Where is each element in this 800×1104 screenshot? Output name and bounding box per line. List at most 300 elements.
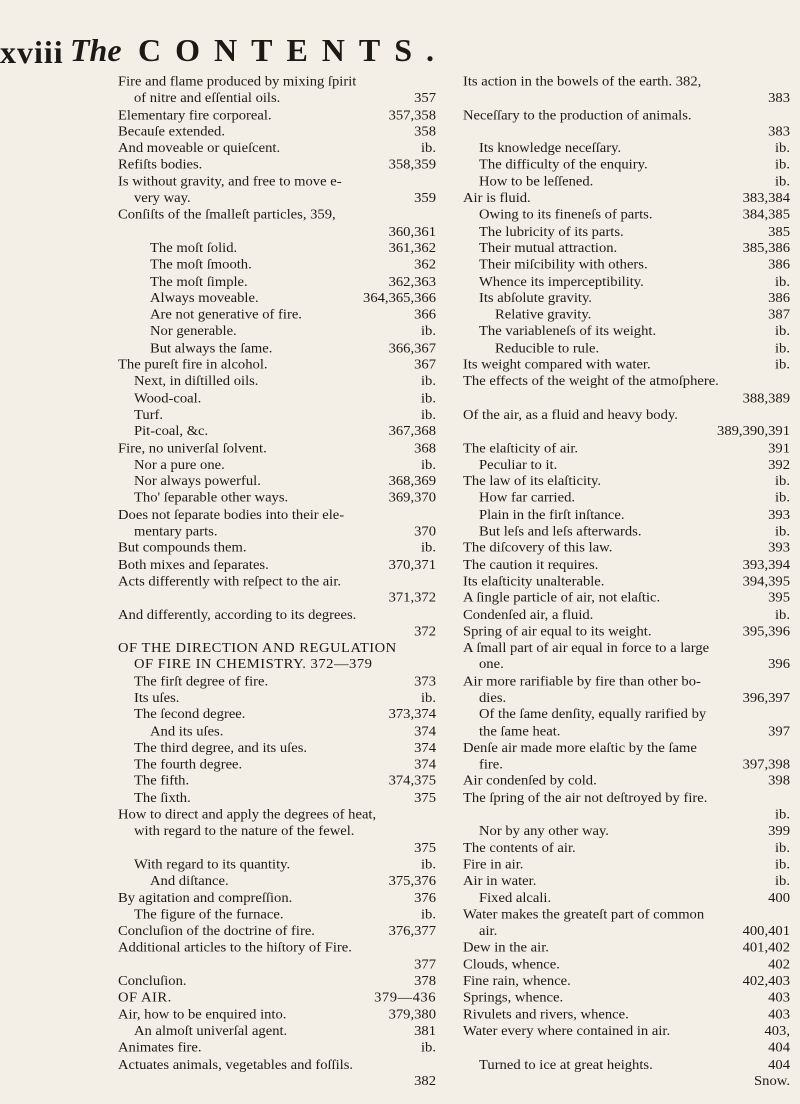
contents-entry [463, 291, 790, 308]
contents-entry [463, 940, 790, 957]
entry-page-ref: 383,384 [742, 190, 790, 207]
contents-entry [463, 174, 790, 191]
contents-entry [463, 241, 790, 258]
contents-entry [463, 674, 790, 691]
contents-entry [118, 257, 436, 274]
contents-entry [463, 990, 790, 1007]
entry-page-ref: 369,370 [388, 490, 436, 506]
entry-text: Concluſion of the doctrine of fire. [118, 923, 315, 939]
contents-entry [463, 690, 790, 707]
contents-entry [463, 407, 790, 424]
contents-entry [118, 907, 436, 924]
entry-text: The variableneſs of its weight. [479, 323, 657, 340]
contents-entry [118, 707, 436, 724]
entry-text: A ſingle particle of air, not elaſtic. [463, 590, 661, 606]
contents-entry [463, 890, 790, 907]
contents-entry [118, 607, 436, 624]
entry-page-ref: ib. [775, 873, 790, 889]
contents-entry [463, 1073, 790, 1090]
entry-page-ref: 366,367 [388, 340, 436, 356]
entry-page-ref: ib. [775, 323, 790, 340]
entry-text: Springs, whence. [463, 990, 564, 1006]
contents-entry [463, 657, 790, 674]
contents-entry [118, 857, 436, 874]
contents-entry [463, 624, 790, 641]
entry-text: Fine rain, whence. [463, 973, 571, 989]
contents-entry [118, 74, 436, 91]
entry-text: with regard to the nature of the fewel. [134, 823, 355, 839]
entry-text: air. [479, 923, 498, 939]
entry-text: The moſt ſolid. [150, 240, 238, 256]
entry-text: Its abſolute gravity. [479, 290, 592, 306]
contents-entry [118, 91, 436, 108]
contents-entry [463, 141, 790, 158]
entry-text: Whence its imperceptibility. [479, 273, 644, 290]
entry-page-ref: 395,396 [742, 623, 790, 640]
contents-entry [463, 1040, 790, 1057]
entry-text: very way. [134, 190, 191, 207]
entry-text: Fire, no univerſal ſolvent. [118, 440, 267, 456]
contents-entry [118, 807, 436, 824]
entry-text: Next, in diſtilled oils. [134, 373, 259, 390]
entry-text: Becauſe extended. [118, 123, 225, 140]
contents-entry [118, 390, 436, 407]
contents-entry [463, 191, 790, 208]
entry-text: Plain in the firſt inſtance. [479, 507, 625, 523]
contents-entry [118, 241, 436, 258]
entry-page-ref: 396 [768, 656, 790, 673]
entry-text: Of the ſame denſity, equally rarified by [479, 706, 707, 723]
contents-entry [118, 1023, 436, 1040]
entry-text: OF THE DIRECTION AND REGULATION [118, 640, 397, 656]
entry-text: Water every where contained in air. [463, 1023, 671, 1039]
contents-entry [118, 1040, 436, 1057]
entry-text: And diſtance. [150, 873, 229, 889]
entry-text: Spring of air equal to its weight. [463, 623, 652, 640]
entry-text: The figure of the furnace. [134, 906, 284, 923]
entry-page-ref: 381 [414, 1023, 436, 1039]
entry-text: How to be leſſened. [479, 173, 594, 190]
contents-entry [118, 824, 436, 841]
entry-page-ref: 367,368 [388, 423, 436, 440]
entry-text: The diſcovery of this law. [463, 540, 613, 556]
running-title-contents: CONTENTS. [138, 32, 449, 68]
entry-text: Nor always powerful. [134, 473, 261, 490]
entry-page-ref: 396,397 [742, 690, 790, 706]
entry-text: Conſiſts of the ſmalleſt particles, 359, [118, 207, 336, 223]
entry-page-ref: 388,389 [742, 390, 790, 406]
contents-entry [118, 141, 436, 158]
entry-text: Its elaſticity unalterable. [463, 573, 605, 590]
contents-entry [463, 590, 790, 607]
contents-entry [118, 324, 436, 341]
entry-page-ref: ib. [775, 490, 790, 506]
entry-text: Their miſcibility with others. [479, 257, 648, 273]
contents-entry [118, 374, 436, 391]
entry-text: Nor a pure one. [134, 457, 225, 473]
entry-text: Pit-coal, &c. [134, 423, 209, 440]
contents-entry [118, 874, 436, 891]
entry-page-ref: ib. [775, 523, 790, 540]
entry-page-ref: 376 [414, 890, 436, 906]
contents-entry [118, 524, 436, 541]
entry-text: The ſecond degree. [134, 706, 246, 723]
entry-text: Turned to ice at great heights. [479, 1056, 653, 1073]
contents-entry [118, 657, 436, 674]
entry-text: Nor by any other way. [479, 823, 609, 839]
contents-entry [118, 640, 436, 657]
contents-entry [463, 907, 790, 924]
entry-text: The contents of air. [463, 840, 576, 856]
entry-page-ref: 389,390,391 [717, 423, 790, 440]
contents-entry [463, 474, 790, 491]
contents-entry [463, 157, 790, 174]
contents-entry [118, 990, 436, 1007]
entry-text: The fifth. [134, 773, 190, 789]
entry-text: Relative gravity. [495, 307, 592, 323]
entry-page-ref: 374 [414, 756, 436, 773]
contents-entry [463, 207, 790, 224]
contents-entry [463, 91, 790, 108]
entry-page-ref: 370,371 [388, 557, 436, 573]
contents-entry [463, 390, 790, 407]
entry-page-ref: 374,375 [388, 773, 436, 789]
contents-entry [118, 224, 436, 241]
entry-page-ref: 385 [768, 223, 790, 240]
entry-text: OF AIR. [118, 990, 172, 1006]
entry-text: Turf. [134, 407, 164, 423]
entry-page-ref: 387 [768, 307, 790, 323]
contents-entry [463, 707, 790, 724]
entry-page-ref: 404 [768, 1056, 790, 1073]
contents-entry [118, 357, 436, 374]
page-header [0, 30, 800, 70]
contents-entry [463, 507, 790, 524]
entry-page-ref: 386 [768, 257, 790, 273]
entry-page-ref: 399 [768, 823, 790, 839]
contents-entry [118, 574, 436, 591]
entry-page-ref: 400 [768, 890, 790, 906]
page-number: xviii [0, 34, 64, 70]
contents-entry [463, 757, 790, 774]
contents-entry [463, 824, 790, 841]
entry-page-ref: 393 [768, 540, 790, 556]
contents-entry [118, 740, 436, 757]
entry-page-ref: 393,394 [742, 557, 790, 573]
contents-entry [463, 607, 790, 624]
entry-text: The pureſt fire in alcohol. [118, 357, 268, 373]
entry-text: Is without gravity, and free to move e- [118, 173, 342, 190]
entry-page-ref: 397,398 [742, 756, 790, 773]
contents-entry [118, 674, 436, 691]
contents-entry [463, 874, 790, 891]
entry-page-ref: 358,359 [388, 157, 436, 173]
entry-page-ref: 386 [768, 290, 790, 306]
contents-entry [463, 374, 790, 391]
contents-entry [118, 774, 436, 791]
entry-text: Air is fluid. [463, 190, 531, 207]
entry-page-ref: 403 [768, 990, 790, 1006]
contents-entry [463, 341, 790, 358]
entry-page-ref: 377 [414, 956, 436, 973]
contents-entry [463, 957, 790, 974]
entry-text: The moſt ſmooth. [150, 257, 252, 273]
contents-entry [463, 107, 790, 124]
entry-text: OF FIRE IN CHEMISTRY. 372—379 [134, 656, 373, 673]
contents-entry [118, 307, 436, 324]
entry-text: An almoſt univerſal agent. [134, 1023, 288, 1039]
entry-text: How far carried. [479, 490, 576, 506]
entry-text: Tho' ſeparable other ways. [134, 490, 289, 506]
entry-text: The firſt degree of fire. [134, 673, 269, 690]
entry-text: Air more rarifiable by fire than other bo- [463, 673, 701, 690]
entry-page-ref: 395 [768, 590, 790, 606]
contents-entry [463, 1007, 790, 1024]
entry-page-ref: 372 [414, 623, 436, 640]
entry-text: The fourth degree. [134, 756, 243, 773]
contents-entry [118, 474, 436, 491]
contents-entry [463, 540, 790, 557]
entry-text: But always the ſame. [150, 340, 273, 356]
entry-page-ref: 379—436 [374, 990, 436, 1006]
entry-page-ref: 367 [414, 357, 436, 373]
contents-entry [463, 274, 790, 291]
entry-text: Water makes the greateſt part of common [463, 906, 705, 923]
contents-entry [118, 207, 436, 224]
entry-page-ref: 371,372 [388, 590, 436, 606]
entry-text: Dew in the air. [463, 940, 549, 956]
contents-entry [118, 973, 436, 990]
entry-page-ref: 403 [768, 1006, 790, 1023]
contents-entry [118, 940, 436, 957]
entry-page-ref: 403, [764, 1023, 790, 1039]
right-column [463, 74, 790, 1090]
contents-entry [118, 590, 436, 607]
contents-entry [463, 740, 790, 757]
entry-page-ref: 394,395 [742, 573, 790, 590]
entry-page-ref: 362,363 [388, 273, 436, 290]
contents-entry [118, 624, 436, 641]
entry-text: By agitation and compreſſion. [118, 890, 293, 906]
contents-entry [463, 1023, 790, 1040]
entry-text: Air in water. [463, 873, 537, 889]
contents-entry [118, 291, 436, 308]
entry-text: Owing to its fineneſs of parts. [479, 207, 653, 223]
entry-page-ref: ib. [421, 690, 436, 706]
entry-page-ref: 370 [414, 523, 436, 540]
entry-page-ref: ib. [421, 540, 436, 556]
contents-entry [118, 424, 436, 441]
entry-page-ref: 397 [768, 723, 790, 740]
entry-text: Fire and flame produced by mixing ſpirit [118, 74, 357, 90]
entry-page-ref: ib. [421, 407, 436, 423]
entry-page-ref: ib. [775, 607, 790, 623]
contents-entry [463, 557, 790, 574]
entry-page-ref: 375 [414, 790, 436, 806]
entry-text: Reducible to rule. [495, 340, 600, 356]
entry-text: Its uſes. [134, 690, 180, 706]
entry-text: Rivulets and rivers, whence. [463, 1006, 629, 1023]
contents-entry [463, 1057, 790, 1074]
contents-entry [118, 757, 436, 774]
contents-entry [118, 341, 436, 358]
entry-text: And differently, according to its degrees. [118, 607, 357, 623]
entry-page-ref: 391 [768, 440, 790, 456]
entry-page-ref: ib. [421, 140, 436, 157]
entry-page-ref: 376,377 [388, 923, 436, 939]
entry-page-ref: ib. [421, 1040, 436, 1056]
contents-entry [463, 74, 790, 91]
entry-text: The lubricity of its parts. [479, 223, 624, 240]
contents-entry [118, 507, 436, 524]
entry-page-ref: Snow. [754, 1073, 790, 1089]
entry-page-ref: 375 [414, 840, 436, 856]
entry-text: Acts differently with reſpect to the air. [118, 573, 342, 590]
entry-page-ref: ib. [775, 340, 790, 356]
entry-page-ref: 382 [414, 1073, 436, 1089]
contents-entry [118, 840, 436, 857]
entry-page-ref: ib. [421, 373, 436, 390]
contents-entry [118, 191, 436, 208]
entry-text: Concluſion. [118, 973, 187, 989]
entry-page-ref: ib. [421, 906, 436, 923]
entry-page-ref: 359 [414, 190, 436, 207]
entry-page-ref: 379,380 [388, 1006, 436, 1023]
entry-text: The moſt ſimple. [150, 273, 248, 290]
contents-entry [118, 690, 436, 707]
entry-page-ref: 392 [768, 457, 790, 473]
entry-text: Air, how to be enquired into. [118, 1006, 287, 1023]
entry-page-ref: 366 [414, 307, 436, 323]
entry-page-ref: ib. [775, 157, 790, 173]
entry-text: Always moveable. [150, 290, 259, 306]
entry-text: Clouds, whence. [463, 956, 560, 973]
entry-text: Its weight compared with water. [463, 357, 651, 373]
running-title-the: The [70, 32, 122, 68]
entry-text: Animates fire. [118, 1040, 202, 1056]
contents-entry [463, 224, 790, 241]
entry-page-ref: 402 [768, 956, 790, 973]
entry-page-ref: ib. [775, 840, 790, 856]
entry-page-ref: ib. [775, 140, 790, 157]
entry-page-ref: 364,365,366 [363, 290, 436, 306]
entry-text: Its knowledge neceſſary. [479, 140, 622, 157]
contents-entry [463, 857, 790, 874]
entry-page-ref: 373 [414, 673, 436, 690]
contents-entry [463, 424, 790, 441]
entry-text: The ſpring of the air not deſtroyed by fire. [463, 790, 708, 806]
entry-text: Additional articles to the hiſtory of Fire. [118, 940, 352, 956]
entry-page-ref: 357,358 [388, 107, 436, 123]
entry-text: Both mixes and ſeparates. [118, 557, 269, 573]
contents-entry [463, 440, 790, 457]
contents-entry [118, 440, 436, 457]
contents-entry [118, 157, 436, 174]
entry-text: the ſame heat. [479, 723, 561, 740]
entry-page-ref: ib. [775, 806, 790, 823]
entry-page-ref: 404 [768, 1040, 790, 1056]
entry-text: Condenſed air, a fluid. [463, 607, 594, 623]
entry-page-ref: 368,369 [388, 473, 436, 490]
entry-page-ref: 384,385 [742, 207, 790, 223]
entry-page-ref: 378 [414, 973, 436, 989]
entry-text: How to direct and apply the degrees of heat, [118, 806, 377, 823]
contents-entry [463, 640, 790, 657]
contents-entry [118, 274, 436, 291]
contents-entry [463, 257, 790, 274]
contents-entry [463, 524, 790, 541]
left-column [118, 74, 436, 1090]
entry-page-ref: ib. [421, 457, 436, 473]
contents-entry [463, 973, 790, 990]
entry-page-ref: 398 [768, 773, 790, 789]
entry-text: Nor generable. [150, 323, 237, 340]
entry-text: fire. [479, 756, 503, 773]
entry-text: Air condenſed by cold. [463, 773, 597, 789]
entry-text: Its action in the bowels of the earth. 382, [463, 74, 702, 90]
contents-entry [118, 107, 436, 124]
contents-entry [118, 540, 436, 557]
entry-text: Actuates animals, vegetables and foſſils. [118, 1056, 354, 1073]
entry-text: The difficulty of the enquiry. [479, 157, 648, 173]
entry-text: Neceſſary to the production of animals. [463, 107, 692, 123]
contents-entry [463, 924, 790, 941]
contents-entry [118, 890, 436, 907]
contents-entry [118, 924, 436, 941]
entry-page-ref: 383 [768, 123, 790, 140]
contents-entry [118, 1007, 436, 1024]
entry-page-ref: 401,402 [742, 940, 790, 956]
entry-text: mentary parts. [134, 523, 218, 540]
entry-text: Fixed alcali. [479, 890, 552, 906]
contents-entry [463, 307, 790, 324]
contents-entry [118, 557, 436, 574]
contents-entry [463, 357, 790, 374]
entry-text: Refiſts bodies. [118, 157, 203, 173]
entry-page-ref: 373,374 [388, 706, 436, 723]
entry-text: of nitre and eſſential oils. [134, 90, 281, 107]
entry-text: And its uſes. [150, 723, 224, 740]
contents-entry [463, 574, 790, 591]
contents-entry [118, 957, 436, 974]
entry-text: But leſs and leſs afterwards. [479, 523, 642, 540]
contents-entry [118, 1057, 436, 1074]
contents-entry [118, 790, 436, 807]
entry-page-ref: ib. [775, 357, 790, 373]
entry-text: With regard to its quantity. [134, 856, 291, 873]
entry-page-ref: ib. [775, 856, 790, 873]
contents-entry [463, 840, 790, 857]
entry-text: Fire in air. [463, 856, 524, 873]
contents-entry [463, 324, 790, 341]
entry-text: And moveable or quieſcent. [118, 140, 281, 157]
entry-page-ref: ib. [421, 323, 436, 340]
entry-text: Does not ſeparate bodies into their ele- [118, 507, 345, 523]
contents-entry [118, 1073, 436, 1090]
entry-page-ref: 361,362 [388, 240, 436, 256]
contents-entry [463, 457, 790, 474]
entry-page-ref: 374 [414, 723, 436, 740]
entry-page-ref: ib. [775, 273, 790, 290]
contents-entry [463, 774, 790, 791]
entry-text: The effects of the weight of the atmoſphere. [463, 373, 719, 390]
entry-page-ref: 383 [768, 90, 790, 107]
contents-entry [118, 174, 436, 191]
entry-text: Peculiar to it. [479, 457, 558, 473]
entry-text: one. [479, 656, 504, 673]
entry-text: The law of its elaſticity. [463, 473, 602, 490]
contents-entry [463, 490, 790, 507]
